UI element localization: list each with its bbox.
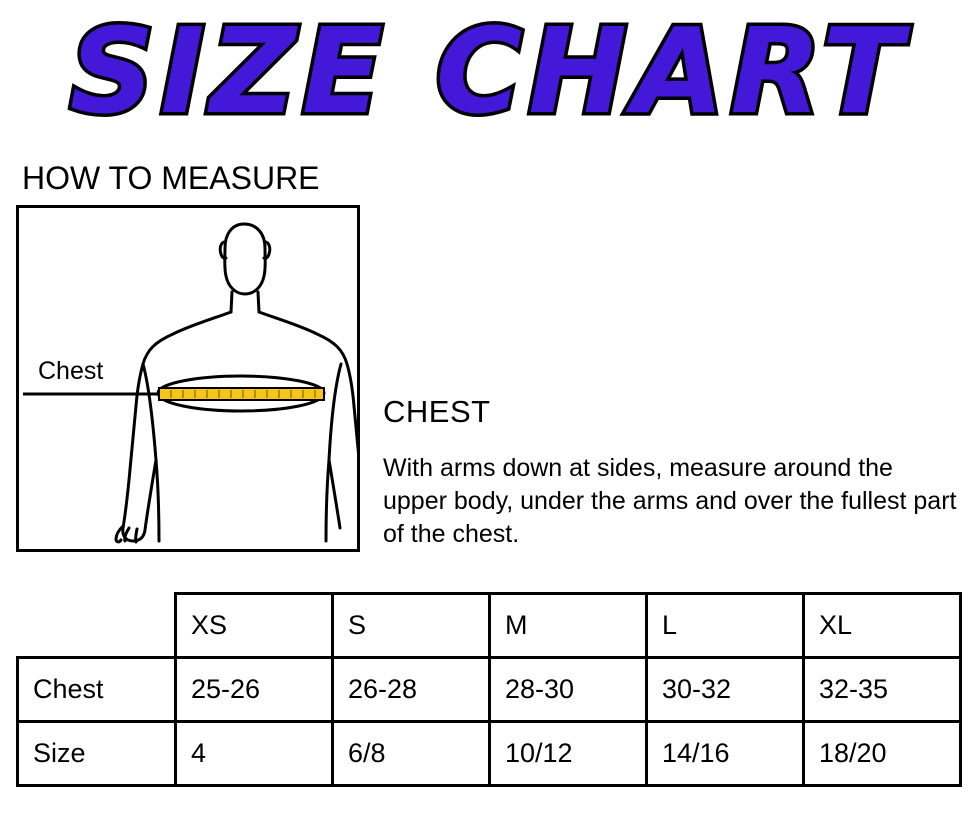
table-corner-cell xyxy=(18,594,176,658)
title-banner xyxy=(0,0,978,150)
table-header-s: S xyxy=(333,594,490,658)
size-table xyxy=(16,592,962,787)
cell-size-m: 10/12 xyxy=(490,722,647,786)
table-row xyxy=(18,658,961,722)
page-title: SIZE CHART xyxy=(69,2,909,140)
figure-chest-label: Chest xyxy=(38,357,104,385)
cell-chest-l: 30-32 xyxy=(647,658,804,722)
row-label-chest: Chest xyxy=(18,658,176,722)
cell-chest-s: 26-28 xyxy=(333,658,490,722)
cell-chest-xl: 32-35 xyxy=(804,658,961,722)
row-label-size: Size xyxy=(18,722,176,786)
description-heading: CHEST xyxy=(383,394,491,429)
table-header-xl: XL xyxy=(804,594,961,658)
cell-size-xs: 4 xyxy=(176,722,333,786)
cell-chest-m: 28-30 xyxy=(490,658,647,722)
cell-chest-xs: 25-26 xyxy=(176,658,333,722)
table-header-m: M xyxy=(490,594,647,658)
how-to-measure-heading: HOW TO MEASURE xyxy=(22,160,320,196)
tape-measure-icon xyxy=(158,376,324,411)
cell-size-l: 14/16 xyxy=(647,722,804,786)
table-header-xs: XS xyxy=(176,594,333,658)
table-header-row xyxy=(18,594,961,658)
table-header-l: L xyxy=(647,594,804,658)
description-body: With arms down at sides, measure around the upper body, under the arms and over the fullest part of the chest. xyxy=(383,454,957,548)
table-row xyxy=(18,722,961,786)
cell-size-xl: 18/20 xyxy=(804,722,961,786)
cell-size-s: 6/8 xyxy=(333,722,490,786)
